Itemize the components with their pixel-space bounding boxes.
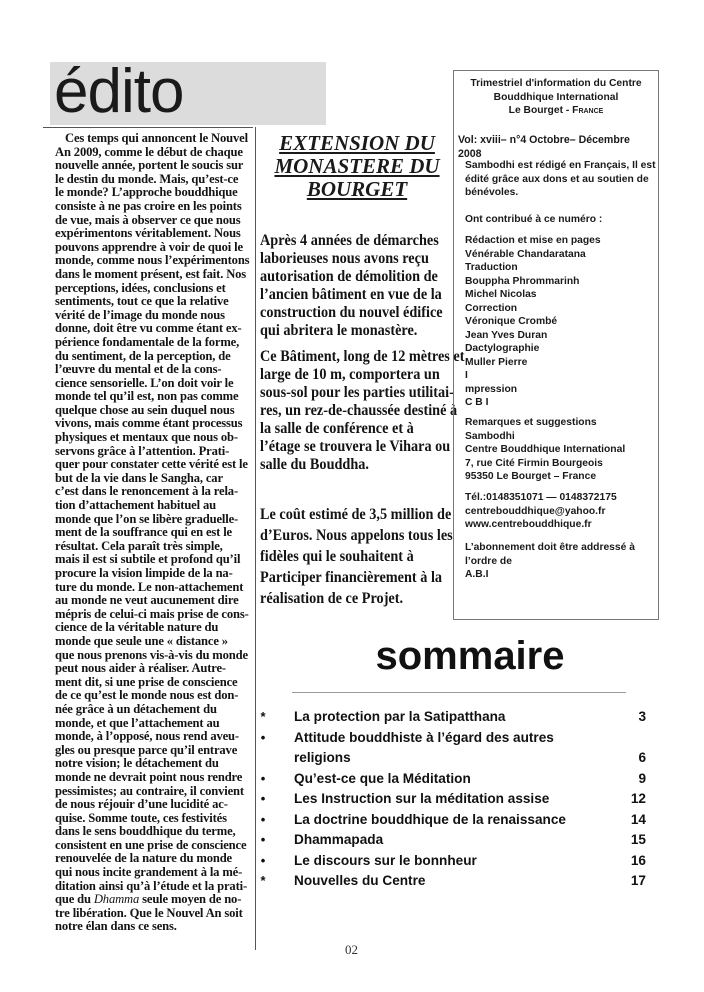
info-line: Rédaction et mise en pages <box>465 235 601 246</box>
info-line: Sambodhi <box>465 430 515 442</box>
article-line: Participer financièrement à la <box>260 569 443 586</box>
info-line: Bouppha Phrommarinh <box>465 275 580 287</box>
info-line: Michel Nicolas <box>465 289 537 300</box>
article-line: construction du nouvel édifice <box>260 304 443 321</box>
editorial-line: renouvelée de la nature du monde <box>55 851 232 866</box>
article-paragraph <box>260 348 465 474</box>
phone-number: Tél.:0148351071 — 0148372175 <box>465 492 617 503</box>
toc-item-page: 9 <box>638 770 646 786</box>
editorial-line: de ce qu’est le monde nous est don- <box>55 688 239 703</box>
info-line: Sambodhi est rédigé en Français, Il est <box>465 160 656 171</box>
info-line: mpression <box>465 383 518 395</box>
editorial-line: servons grâce à l’attention. Prati- <box>55 443 230 458</box>
editorial-line: consiste à ne pas croire en les points <box>55 198 242 213</box>
edito-banner <box>50 57 326 126</box>
editorial-line: peut nous aider à réaliser. Autre- <box>55 661 226 676</box>
info-line: Véronique Crombé <box>465 316 558 327</box>
editorial-line: l’œuvre du mental et de la cons- <box>55 362 222 377</box>
article-line: Ce Bâtiment, long de 12 mètres et <box>260 348 465 365</box>
article-title <box>258 132 456 201</box>
editorial-line: dans le sens bouddhique du terme, <box>55 824 236 839</box>
editorial-line: tion d’attachement habituel au <box>55 498 216 513</box>
info-line: 95350 Le Bourget – France <box>465 471 597 482</box>
editorial-line: sentiments, tout ce que la relative <box>55 294 229 309</box>
article-line: Le coût estimé de 3,5 million de <box>260 506 452 523</box>
editorial-line: gles ou presque parce qu’il entrave <box>55 742 238 757</box>
editorial-line: mais il est si subtile et profond qu’il <box>55 552 241 567</box>
editorial-line: donne, doit être vu comme étant ex- <box>55 321 242 336</box>
editorial-line: dans le moment présent, est fait. Nos <box>55 266 247 281</box>
editorial-line: ditation ainsi qu’à l’étude et la prati- <box>55 878 248 893</box>
toc-item[interactable] <box>256 830 656 851</box>
masthead-header <box>454 77 658 118</box>
article-line: la salle de conférence et à <box>260 420 414 437</box>
about-text <box>465 159 656 200</box>
editorial-line: nouvelle année, portent le soucis sur <box>55 158 244 173</box>
article-line: salle du Bouddha. <box>260 456 369 473</box>
toc-item-title: Qu’est-ce que la Méditation <box>294 770 471 786</box>
toc-item-title: Le discours sur le bonnheur <box>294 852 477 868</box>
article-line: autorisation de démolition de <box>260 268 438 285</box>
info-line: L’abonnement doit être addressé à <box>465 542 635 553</box>
info-line: A.B.I <box>465 569 489 580</box>
toc-item[interactable] <box>256 789 656 810</box>
info-line: édité grâce aux dons et au soutien de <box>465 173 649 185</box>
editorial-line: quer pour constater cette vérité est le <box>55 457 248 472</box>
editorial-line: périence fondamentale de la forme, <box>55 334 240 349</box>
toc-item[interactable] <box>256 810 656 831</box>
edito-title: édito <box>54 57 184 126</box>
editorial-line: monde que seule une « distance » <box>55 633 228 648</box>
page-number: 02 <box>345 942 358 957</box>
editorial-line: de vue, mais à observer ce que nous <box>55 212 241 227</box>
article-line: d’Euros. Nous appelons tous les <box>260 527 453 544</box>
remarks-address <box>465 416 652 484</box>
article-title-line: EXTENSION DU <box>279 131 435 155</box>
toc-item-page: 16 <box>630 852 646 868</box>
toc-item-page: 15 <box>630 832 646 847</box>
editorial-line: monde, et que l’attachement au <box>55 715 220 730</box>
bullet-icon: • <box>260 811 266 827</box>
article-line: l’ancien bâtiment en vue de la <box>260 286 442 303</box>
article-line: qui abritera le monastère. <box>260 322 418 339</box>
info-line: Remarques et suggestions <box>465 417 597 428</box>
article-line: large de 10 m, comportera un <box>260 366 440 383</box>
editorial-line: le monde? L’approche bouddhique <box>55 185 238 200</box>
article-paragraph <box>260 504 453 609</box>
editorial-line: quelque chose au sein duquel nous <box>55 402 235 417</box>
location-text: Le Bourget - <box>508 105 573 116</box>
editorial-line: quise. Somme toute, ces festivités <box>55 810 227 825</box>
asterisk-bullet-icon: * <box>260 873 266 888</box>
editorial-line: ture du monde. Le non-attachement <box>55 579 244 594</box>
bullet-icon: • <box>260 832 266 847</box>
editorial-line: au monde ne veut aucunement dire <box>55 593 239 608</box>
editorial-line: résultat. Cela paraît très simple, <box>55 538 223 553</box>
info-line: Correction <box>465 302 518 314</box>
article-line: réalisation de ce Projet. <box>260 590 404 607</box>
toc-item-title: Nouvelles du Centre <box>294 873 426 888</box>
editorial-line: cience de la véritable nature du <box>55 620 219 635</box>
article-line: laborieuses nous avons reçu <box>260 250 429 267</box>
credits-list <box>465 234 652 410</box>
toc-item[interactable] <box>256 851 656 872</box>
editorial-line: tre libération. Que le Nouvel An soit <box>55 905 243 920</box>
editorial-line: pessimistes; au contraire, il convient <box>55 783 244 798</box>
editorial-line: vivons, mais comme étant processus <box>55 416 243 431</box>
bullet-icon: • <box>260 852 266 868</box>
editorial-line <box>55 893 253 907</box>
toc-item-page: 17 <box>630 873 646 888</box>
editorial-line: qui nous incite grandement à la mé- <box>55 865 243 880</box>
editorial-line: de nous réjouir d’une lucidité ac- <box>55 797 228 812</box>
email-link[interactable]: centrebouddhique@yahoo.fr <box>465 505 606 517</box>
editorial-line: du sentiment, de la perception, de <box>55 348 231 363</box>
article-line: fidèles qui le souhaitent à <box>260 548 414 565</box>
editorial-text-fragment: seule moyen de no- <box>139 892 242 907</box>
bullet-icon: • <box>260 729 266 745</box>
info-line: Jean Yves Duran <box>465 329 548 341</box>
info-line: I <box>465 370 468 381</box>
masthead-line: Bouddhique International <box>493 91 619 103</box>
website-link[interactable]: www.centrebouddhique.fr <box>465 519 592 530</box>
editorial-line: monde tel qu’il est, non pas comme <box>55 389 239 404</box>
editorial-line: que nous prenons vis-à-vis du monde <box>55 647 248 662</box>
editorial-line: notre élan dans ce sens. <box>55 919 177 934</box>
editorial-line: procure la vision limpide de la na- <box>55 566 233 580</box>
toc-item-page: 12 <box>630 791 646 806</box>
toc-item-page: 14 <box>630 811 646 827</box>
info-line: Vénérable Chandaratana <box>465 248 586 260</box>
article-paragraph <box>260 232 444 340</box>
editorial-line: monde que l’on se libère graduelle- <box>55 511 239 526</box>
masthead-info-box <box>453 70 659 620</box>
info-line: Dactylographie <box>465 343 540 354</box>
info-line: C B I <box>465 397 489 408</box>
editorial-line: An 2009, comme le début de chaque <box>55 144 243 159</box>
country-text: France <box>572 105 604 116</box>
editorial-line: but de la vie dans le Sangha, car <box>55 470 223 485</box>
asterisk-bullet-icon: * <box>260 709 266 724</box>
sommaire-divider <box>292 692 626 693</box>
toc-item[interactable] <box>256 871 656 892</box>
editorial-line: née grâce à un détachement du <box>55 701 217 716</box>
info-line: Centre Bouddhique International <box>465 444 626 455</box>
editorial-line: ment de la souffrance qui en est le <box>55 525 232 540</box>
info-line: 7, rue Cité Firmin Bourgeois <box>465 457 603 469</box>
editorial-line: monde, à l’opposé, nous rend aveu- <box>55 729 239 744</box>
article-title-line: BOURGET <box>306 177 408 201</box>
toc-item[interactable] <box>256 728 656 769</box>
masthead-location <box>454 104 658 118</box>
toc-item-page: 6 <box>638 750 646 765</box>
contact-info <box>465 491 652 532</box>
sommaire-title: sommaire <box>375 634 565 678</box>
editorial-line: Ces temps qui annoncent le Nouvel <box>65 131 248 145</box>
table-of-contents <box>256 707 656 892</box>
editorial-line: mépris de celui-ci mais prise de cons- <box>55 606 249 621</box>
info-line: bénévoles. <box>465 187 519 198</box>
editorial-line: vérité de l’image du monde nous <box>55 307 225 322</box>
toc-item-title: Attitude bouddhiste à l’égard des autres religions <box>294 729 554 765</box>
editorial-line: le destin du monde. Mais, qu’est-ce <box>55 171 239 186</box>
article-title-line: MONASTERE DU <box>274 154 440 178</box>
editorial-line: cience sensorielle. L’on doit voir le <box>55 375 234 390</box>
editorial-text-fragment: que du <box>55 892 94 907</box>
info-line: Muller Pierre <box>465 356 528 368</box>
toc-item-title: La doctrine bouddhique de la renaissance <box>294 811 566 827</box>
toc-item[interactable] <box>256 769 656 790</box>
volume-info: Vol: xviii– n°4 Octobre– Décembre 2008 <box>458 134 630 160</box>
editorial-line: notre vision; le détachement du <box>55 756 219 771</box>
editorial-line: ment dit, si une prise de conscience <box>55 674 238 689</box>
editorial-line: monde, comme nous l’expérimentons <box>55 253 250 268</box>
toc-item[interactable] <box>256 707 656 728</box>
toc-item-title: La protection par la Satipatthana <box>294 709 506 724</box>
editorial-line: consistent en une prise de conscience <box>55 837 247 852</box>
editorial-line: c’est dans le renoncement à la rela- <box>55 484 239 499</box>
article-line: Après 4 années de démarches <box>260 232 439 249</box>
editorial-line: perceptions, idées, conclusions et <box>55 280 226 295</box>
article-line: l’étage se trouvera le Vihara ou <box>260 438 451 455</box>
article-line: sous-sol pour les parties utilitai- <box>260 384 454 401</box>
info-line: Traduction <box>465 262 518 273</box>
masthead-line: Trimestriel d'information du Centre <box>470 78 642 89</box>
bullet-icon: • <box>260 770 266 786</box>
article-line: res, un rez-de-chaussée destiné à <box>260 402 458 419</box>
info-line: l’ordre de <box>465 555 512 567</box>
bullet-icon: • <box>260 791 266 806</box>
editorial-line: pouvons apprendre à voir de quoi le <box>55 239 243 254</box>
left-column-top-rule <box>43 127 253 128</box>
dhamma-term: Dhamma <box>93 892 140 907</box>
editorial-line: monde ne devrait point nous rendre <box>55 769 243 784</box>
editorial-line: expérimentons véritablement. Nous <box>55 226 241 241</box>
toc-item-title: Dhammapada <box>294 832 384 847</box>
subscription-info <box>465 541 652 582</box>
toc-item-title: Les Instruction sur la méditation assise <box>294 791 550 806</box>
editorial-line: physiques et mentaux que nous ob- <box>55 430 238 445</box>
toc-item-page: 3 <box>638 709 646 724</box>
editorial-text <box>55 132 253 934</box>
contributors-title: Ont contribué à ce numéro : <box>465 214 603 225</box>
